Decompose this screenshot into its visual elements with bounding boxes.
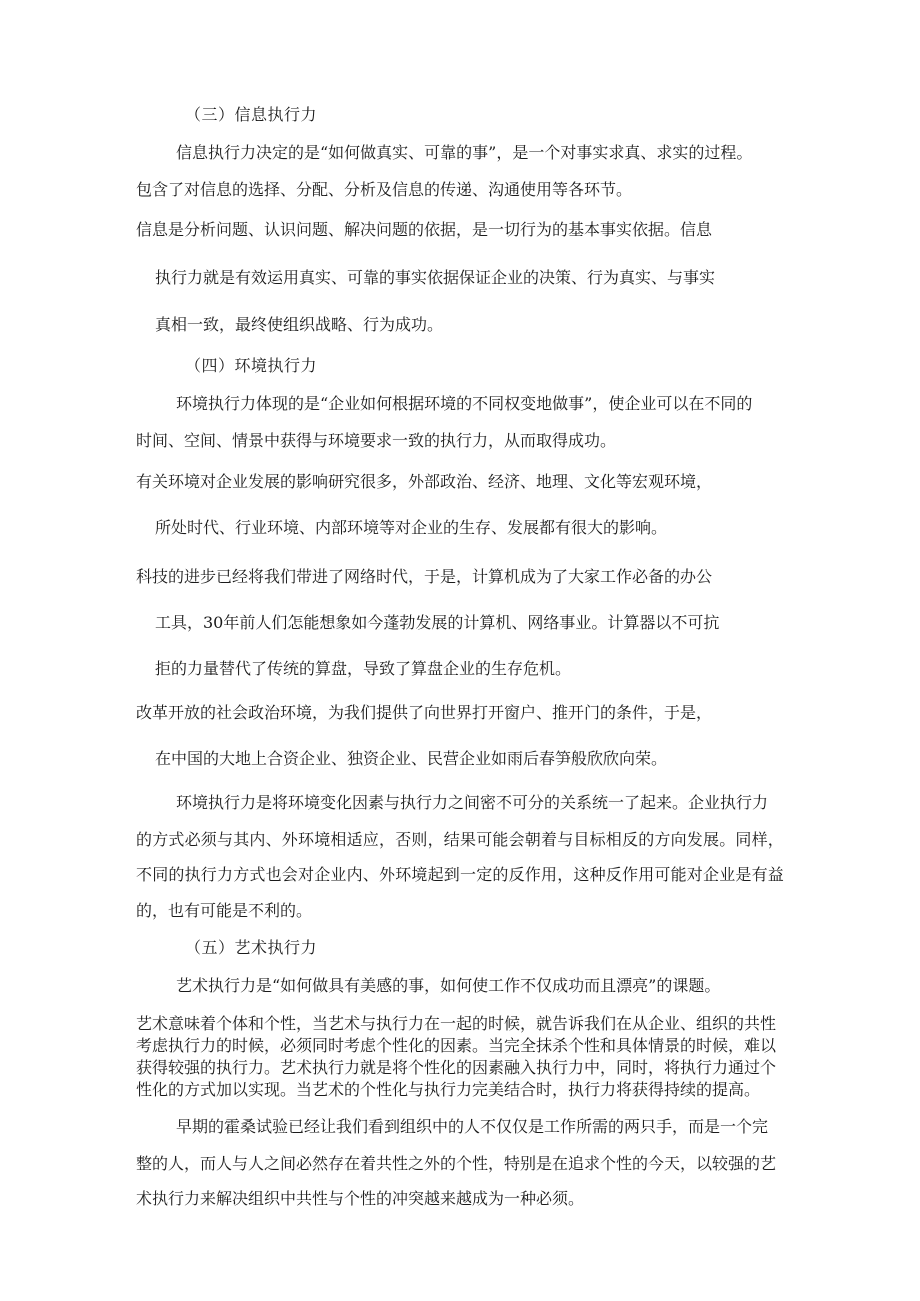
paragraph-line: 信息执行力决定的是“如何做真实、可靠的事”，是一个对事实求真、求实的过程。	[176, 143, 753, 162]
paragraph-line: 考虑执行力的时候，必须同时考虑个性化的因素。当完全抹杀个性和具体情景的时候，难以	[136, 1036, 777, 1055]
paragraph-line: 的方式必须与其内、外环境相适应，否则，结果可能会朝着与目标相反的方向发展。同样，	[136, 830, 785, 849]
paragraph-line: 有关环境对企业发展的影响研究很多，外部政治、经济、地理、文化等宏观环境，	[136, 472, 713, 491]
section-heading: （四）环境执行力	[185, 356, 318, 375]
paragraph-line: 术执行力来解决组织中共性与个性的冲突越来越成为一种必须。	[136, 1189, 585, 1208]
paragraph-line: 执行力就是有效运用真实、可靠的事实依据保证企业的决策、行为真实、与事实	[155, 268, 716, 287]
paragraph-line: 早期的霍桑试验已经让我们看到组织中的人不仅仅是工作所需的两只手，而是一个完	[176, 1117, 769, 1136]
paragraph-line: 真相一致，最终使组织战略、行为成功。	[155, 315, 444, 334]
paragraph-line: 信息是分析问题、认识问题、解决问题的依据，是一切行为的基本事实依据。信息	[136, 220, 713, 239]
paragraph-line: 艺术意味着个体和个性，当艺术与执行力在一起的时候，就告诉我们在从企业、组织的共性	[136, 1014, 777, 1033]
paragraph-line: 获得较强的执行力。艺术执行力就是将个性化的因素融入执行力中，同时，将执行力通过个	[136, 1058, 777, 1077]
paragraph-line: 在中国的大地上合资企业、独资企业、民营企业如雨后春笋般欣欣向荣。	[155, 749, 668, 768]
paragraph-line: 整的人，而人与人之间必然存在着共性之外的个性，特别是在追求个性的今天，以较强的艺	[136, 1154, 777, 1173]
paragraph-line: 不同的执行力方式也会对企业内、外环境起到一定的反作用，这种反作用可能对企业是有益	[136, 865, 785, 884]
paragraph-line: 环境执行力体现的是“企业如何根据环境的不同权变地做事”，使企业可以在不同的	[176, 394, 753, 413]
paragraph-line: 艺术执行力是“如何做具有美感的事，如何使工作不仅成功而且漂亮”的课题。	[176, 976, 721, 995]
paragraph-line: 改革开放的社会政治环境，为我们提供了向世界打开窗户、推开门的条件，于是，	[136, 703, 713, 722]
paragraph-line: 环境执行力是将环境变化因素与执行力之间密不可分的关系统一了起来。企业执行力	[176, 793, 769, 812]
paragraph-line: 时间、空间、情景中获得与环境要求一致的执行力，从而取得成功。	[136, 431, 617, 450]
section-heading: （五）艺术执行力	[185, 938, 318, 957]
paragraph-line: 科技的进步已经将我们带进了网络时代，于是，计算机成为了大家工作必备的办公	[136, 567, 713, 586]
paragraph-line: 的，也有可能是不利的。	[136, 901, 313, 920]
paragraph-line: 性化的方式加以实现。当艺术的个性化与执行力完美结合时，执行力将获得持续的提高。	[136, 1080, 761, 1099]
paragraph-line: 所处时代、行业环境、内部环境等对企业的生存、发展都有很大的影响。	[155, 518, 668, 537]
paragraph-line: 包含了对信息的选择、分配、分析及信息的传递、沟通使用等各环节。	[136, 180, 633, 199]
paragraph-line: 工具，30年前人们怎能想象如今蓬勃发展的计算机、网络事业。计算器以不可抗	[155, 613, 720, 632]
paragraph-line: 拒的力量替代了传统的算盘，导致了算盘企业的生存危机。	[155, 659, 572, 678]
section-heading: （三）信息执行力	[185, 105, 318, 124]
